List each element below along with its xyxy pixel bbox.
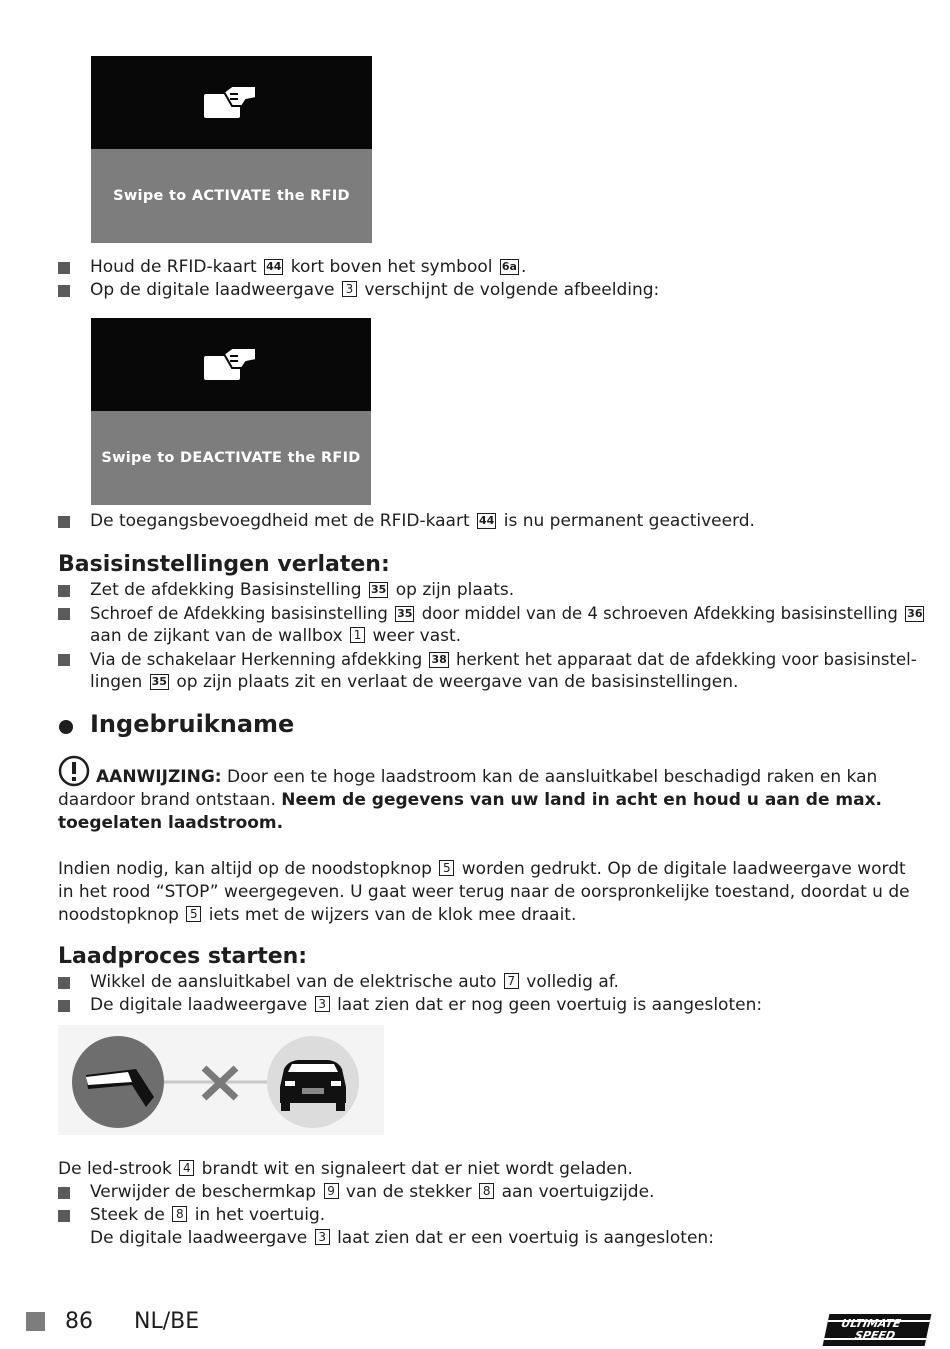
brand-logo: ULTIMATE SPEED <box>823 1314 932 1346</box>
charging-plug-icon <box>72 1036 164 1128</box>
bullet <box>58 262 70 274</box>
page-number: 86 <box>65 1309 93 1334</box>
rfid-deactivate-screen <box>91 318 371 505</box>
paragraph-line: De led-strook 4 brandt wit en signaleert dat er niet wordt geladen. <box>58 1159 633 1179</box>
rfid-card-hand-icon <box>202 84 262 122</box>
step-line: Wikkel de aansluitkabel van de elektrische auto 7 volledig af. <box>90 972 619 992</box>
bullet <box>58 1187 70 1199</box>
bullet <box>58 1210 70 1222</box>
note-line: toegelaten laadstroom. <box>58 813 284 833</box>
step-line: lingen 35 op zijn plaats zit en verlaat de weergave van de basisinstellingen. <box>90 672 739 692</box>
step-line: Op de digitale laadweergave 3 verschijnt de volgende afbeelding: <box>90 280 660 300</box>
note-line: AANWIJZING: Door een te hoge laadstroom kan de aansluitkabel beschadigd raken en kan <box>96 767 878 787</box>
step-line: De toegangsbevoegdheid met de RFID-kaart 44 is nu permanent geactiveerd. <box>90 511 755 531</box>
paragraph-line: Indien nodig, kan altijd op de noodstopknop 5 worden gedrukt. Op de digitale laadweergave wordt <box>58 859 906 879</box>
step-line: De digitale laadweergave 3 laat zien dat er een voertuig is aangesloten: <box>90 1228 714 1248</box>
rfid-card-hand-icon <box>202 346 262 384</box>
paragraph-line: noodstopknop 5 iets met de wijzers van de klok mee draait. <box>58 905 577 925</box>
section-bullet <box>59 720 73 734</box>
bullet <box>58 585 70 597</box>
step-line: Steek de 8 in het voertuig. <box>90 1205 326 1225</box>
rfid-activate-screen <box>91 56 372 243</box>
section-heading: Basisinstellingen verlaten: <box>58 552 390 577</box>
bullet <box>58 1000 70 1012</box>
bullet <box>58 977 70 989</box>
screen-caption: Swipe to DEACTIVATE the RFID <box>91 411 371 505</box>
screen-caption: Swipe to ACTIVATE the RFID <box>91 149 372 243</box>
paragraph-line: in het rood “STOP” weergegeven. U gaat weer terug naar de oorspronkelijke toestand, doordat u de <box>58 882 910 902</box>
bullet <box>58 654 70 666</box>
note-line: daardoor brand ontstaan. Neem de gegevens van uw land in acht en houd u aan de max. <box>58 790 883 810</box>
car-icon <box>267 1036 359 1128</box>
bullet <box>58 516 70 528</box>
not-connected-graphic <box>58 1025 384 1135</box>
step-line: Schroef de Afdekking basisinstelling 35 door middel van de 4 schroeven Afdekking basisinstelling 36 <box>90 604 923 623</box>
step-line: De digitale laadweergave 3 laat zien dat er nog geen voertuig is aangesloten: <box>90 995 763 1015</box>
step-line: aan de zijkant van de wallbox 1 weer vast. <box>90 626 462 646</box>
footer-marker <box>26 1312 45 1331</box>
step-line: Houd de RFID-kaart 44 kort boven het symbool 6a . <box>90 257 527 277</box>
bullet <box>58 285 70 297</box>
step-line: Via de schakelaar Herkenning afdekking 38 herkent het apparaat dat de afdekking voor basisinstel- <box>90 650 917 669</box>
step-line: Zet de afdekking Basisinstelling 35 op zijn plaats. <box>90 580 515 600</box>
step-line: Verwijder de beschermkap 9 van de stekker 8 aan voertuigzijde. <box>90 1182 655 1202</box>
section-heading: Ingebruikname <box>90 710 295 738</box>
warning-icon <box>58 755 90 787</box>
language-code: NL/BE <box>134 1309 200 1334</box>
section-heading: Laadproces starten: <box>58 944 308 969</box>
bullet <box>58 608 70 620</box>
